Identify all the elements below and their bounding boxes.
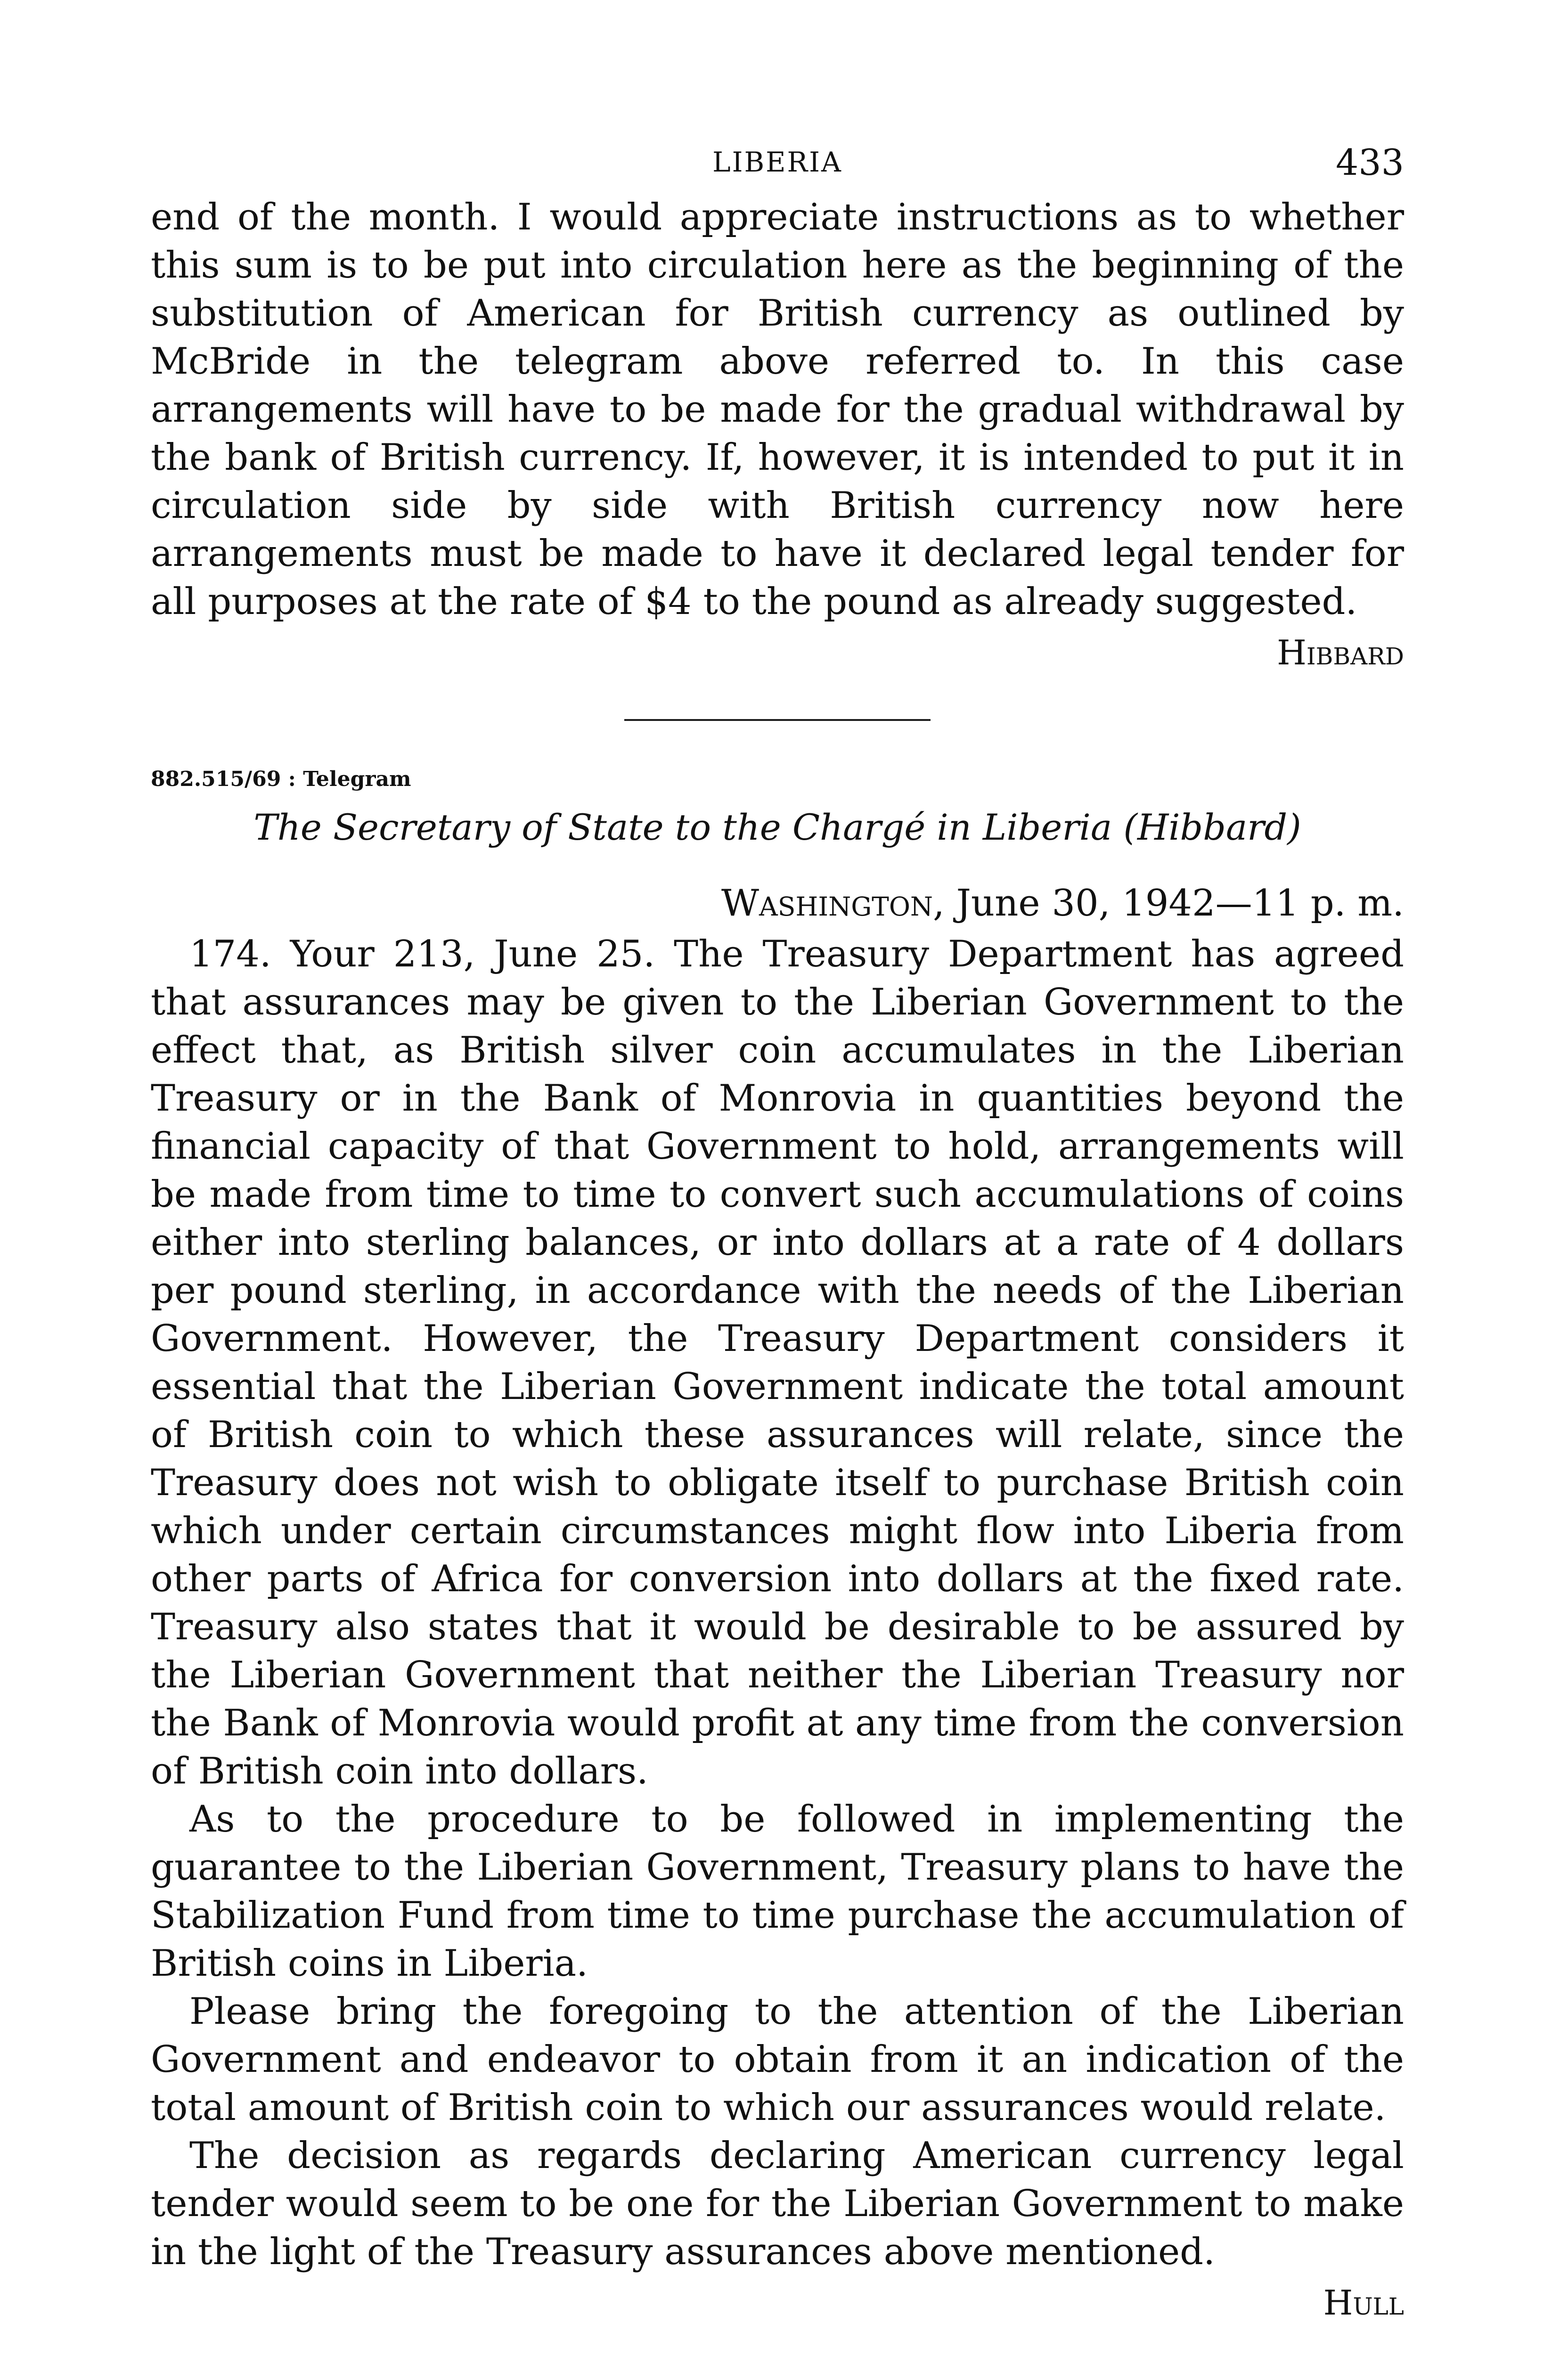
telegram-paragraph-3: Please bring the foregoing to the attention of the Liberian Government and endeavor to obtain from it an indication of the total amount of British coin to which our assurances would relate. bbox=[151, 1990, 1404, 2129]
page-header bbox=[151, 141, 1404, 193]
previous-letter-continuation bbox=[151, 193, 1404, 677]
continued-paragraph: end of the month. I would appreciate instructions as to whether this sum is to be put into circulation here as the beginning of the substitution of American for British currency as outlined by McBride in the telegram above referred to. In this case arrangements will have to be made for the gradual withdrawal by the bank of British currency. If, however, it is intended to put it in circulation side by side with British currency now here arrangements must be made to have it declared legal tender for all purposes at the rate of $4 to the pound as already suggested. bbox=[151, 196, 1404, 623]
telegram-document bbox=[151, 762, 1404, 2327]
signature-hull: Hull bbox=[1323, 2283, 1404, 2323]
dateline-place: Washington, bbox=[721, 882, 945, 924]
page-number: 433 bbox=[1335, 141, 1404, 183]
dateline bbox=[151, 879, 1404, 927]
dateline-date: June 30, 1942—11 p. m. bbox=[956, 882, 1404, 924]
telegram-paragraph-1: 174. Your 213, June 25. The Treasury Department has agreed that assurances may be given to the Liberian Government to the effect that, as British silver coin accumulates in the Liberian Treasury or in the Bank of Monrovia in quantities beyond the financial capacity of that Government to hold, arrangements will be made from time to time to convert such accumulations of coins either into sterling balances, or into dollars at a rate of 4 dollars per pound sterling, in accordance with the needs of the Liberian Government. However, the Treasury Department considers it essential that the Liberian Government indicate the total amount of British coin to which these assurances will relate, since the Treasury does not wish to obligate itself to purchase British coin which under certain circumstances might flow into Liberia from other parts of Africa for conversion into dollars at the fixed rate. Treasury also states that it would be desirable to be assured by the Liberian Government that neither the Liberian Treasury nor the Bank of Monrovia would profit at any time from the conversion of British coin into dollars. bbox=[151, 933, 1404, 1792]
file-number: 882.515/69 : Telegram bbox=[151, 767, 411, 791]
section-divider bbox=[624, 719, 931, 721]
telegram-paragraph-2: As to the procedure to be followed in implementing the guarantee to the Liberian Government, Treasury plans to have the Stabilization Fund from time to time purchase the accumulation of British coins in Liberia. bbox=[151, 1798, 1404, 1985]
running-head: LIBERIA bbox=[712, 146, 842, 178]
document-page bbox=[151, 141, 1404, 2356]
document-title: The Secretary of State to the Chargé in Liberia (Hibbard) bbox=[253, 806, 1301, 848]
telegram-paragraph-4: The decision as regards declaring American currency legal tender would seem to be one for the Liberian Government to make in the light of the Treasury assurances above mentioned. bbox=[151, 2135, 1404, 2273]
signature-hibbard: Hibbard bbox=[1277, 633, 1404, 672]
